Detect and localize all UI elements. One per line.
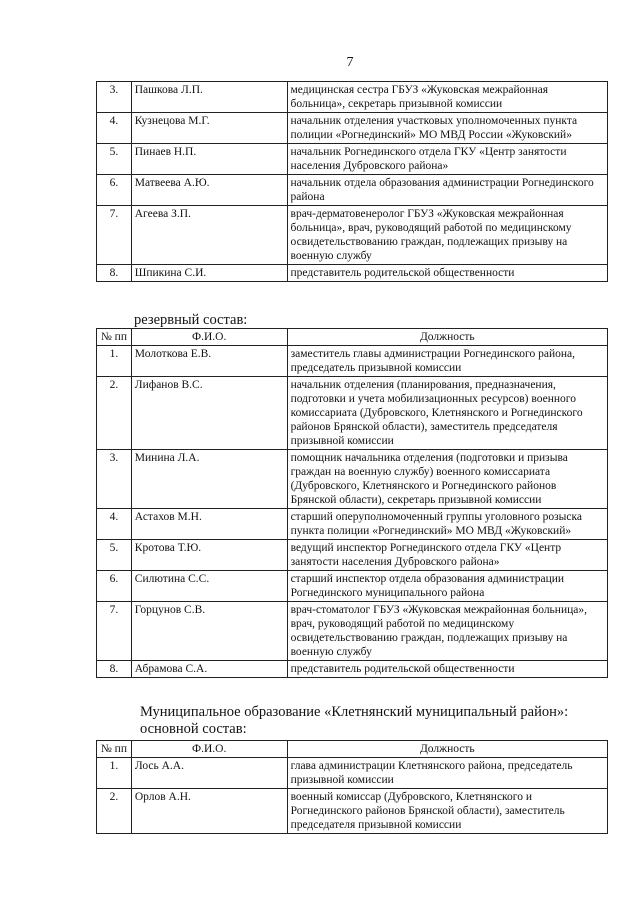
row-number: 6. <box>97 571 132 602</box>
row-number: 3. <box>97 450 132 509</box>
page-number: 7 <box>346 55 354 70</box>
row-number: 3. <box>97 82 132 113</box>
member-position: ведущий инспектор Рогнединского отдела ГКУ «Центр занятости населения Дубровского района» <box>287 540 607 571</box>
member-position: начальник отделения (планирования, предназначения, подготовки и учета мобилизационных ресурсов) военного комиссариата (Дубровского, Клетнянского и Рогнединского районов Брянской области), заместитель председателя призывной комиссии <box>287 377 607 450</box>
kletnya-members-table <box>96 740 608 834</box>
row-number: 7. <box>97 206 132 265</box>
member-position: помощник начальника отделения (подготовки и призыва граждан на военную службу) военного комиссариата (Дубровского, Клетнянского и Рогнединского районов Брянской области), секретарь призывной комиссии <box>287 450 607 509</box>
member-name: Молоткова Е.В. <box>131 346 287 377</box>
row-number: 8. <box>97 265 132 282</box>
member-name: Силютина С.С. <box>131 571 287 602</box>
member-name: Матвеева А.Ю. <box>131 175 287 206</box>
member-position: военный комиссар (Дубровского, Клетнянского и Рогнединского районов Брянской области), заместитель председателя призывной комиссии <box>287 789 607 834</box>
row-number: 7. <box>97 602 132 661</box>
column-header-num: № пп <box>97 741 132 758</box>
member-name: Орлов А.Н. <box>131 789 287 834</box>
table-row <box>97 175 608 206</box>
row-number: 6. <box>97 175 132 206</box>
member-position: глава администрации Клетнянского района, председатель призывной комиссии <box>287 758 607 789</box>
member-name: Кротова Т.Ю. <box>131 540 287 571</box>
table-row <box>97 346 608 377</box>
table-row <box>97 265 608 282</box>
table-row <box>97 571 608 602</box>
main-composition-label: основной состав: <box>140 721 247 737</box>
member-name: Минина Л.А. <box>131 450 287 509</box>
member-name: Агеева З.П. <box>131 206 287 265</box>
table-row <box>97 450 608 509</box>
member-position: старший оперуполномоченный группы уголовного розыска пункта полиции «Рогнединский» МО МВД «Жуковский» <box>287 509 607 540</box>
member-name: Лифанов В.С. <box>131 377 287 450</box>
table-header-row <box>97 329 608 346</box>
row-number: 5. <box>97 540 132 571</box>
table-row <box>97 113 608 144</box>
column-header-role: Должность <box>287 741 607 758</box>
member-name: Пинаев Н.П. <box>131 144 287 175</box>
member-position: начальник отделения участковых уполномоченных пункта полиции «Рогнединский» МО МВД России «Жуковский» <box>287 113 607 144</box>
member-name: Лось А.А. <box>131 758 287 789</box>
row-number: 4. <box>97 113 132 144</box>
row-number: 4. <box>97 509 132 540</box>
row-number: 1. <box>97 758 132 789</box>
member-position: начальник Рогнединского отдела ГКУ «Центр занятости населения Дубровского района» <box>287 144 607 175</box>
member-position: врач-дерматовенеролог ГБУЗ «Жуковская межрайонная больница», врач, руководящий работой по медицинскому освидетельствованию граждан, подлежащих призыву на военную службу <box>287 206 607 265</box>
member-position: начальник отдела образования администрации Рогнединского района <box>287 175 607 206</box>
member-name: Шпикина С.И. <box>131 265 287 282</box>
member-name: Кузнецова М.Г. <box>131 113 287 144</box>
member-position: врач-стоматолог ГБУЗ «Жуковская межрайонная больница», врач, руководящий работой по медицинскому освидетельствованию граждан, подлежащих призыву на военную службу <box>287 602 607 661</box>
column-header-role: Должность <box>287 329 607 346</box>
table-row <box>97 144 608 175</box>
member-position: представитель родительской общественности <box>287 661 607 678</box>
table-row <box>97 540 608 571</box>
member-position: представитель родительской общественности <box>287 265 607 282</box>
row-number: 5. <box>97 144 132 175</box>
column-header-name: Ф.И.О. <box>131 329 287 346</box>
member-name: Пашкова Л.П. <box>131 82 287 113</box>
table-row <box>97 758 608 789</box>
table-row <box>97 82 608 113</box>
table-row <box>97 377 608 450</box>
reserve-section-heading: резервный состав: <box>134 312 248 328</box>
member-position: медицинская сестра ГБУЗ «Жуковская межрайонная больница», секретарь призывной комиссии <box>287 82 607 113</box>
row-number: 1. <box>97 346 132 377</box>
municipality-title: Муниципальное образование «Клетнянский муниципальный район»: <box>140 704 569 720</box>
table-row <box>97 789 608 834</box>
continued-members-table <box>96 81 608 282</box>
member-name: Горцунов С.В. <box>131 602 287 661</box>
table-header-row <box>97 741 608 758</box>
table-row <box>97 509 608 540</box>
member-position: заместитель главы администрации Рогнединского района, председатель призывной комиссии <box>287 346 607 377</box>
member-position: старший инспектор отдела образования администрации Рогнединского муниципального района <box>287 571 607 602</box>
member-name: Астахов М.Н. <box>131 509 287 540</box>
table-row <box>97 602 608 661</box>
kletnya-section-heading <box>140 704 568 738</box>
table-row <box>97 206 608 265</box>
row-number: 2. <box>97 789 132 834</box>
row-number: 8. <box>97 661 132 678</box>
table-row <box>97 661 608 678</box>
row-number: 2. <box>97 377 132 450</box>
member-name: Абрамова С.А. <box>131 661 287 678</box>
column-header-name: Ф.И.О. <box>131 741 287 758</box>
reserve-members-table <box>96 328 608 678</box>
column-header-num: № пп <box>97 329 132 346</box>
